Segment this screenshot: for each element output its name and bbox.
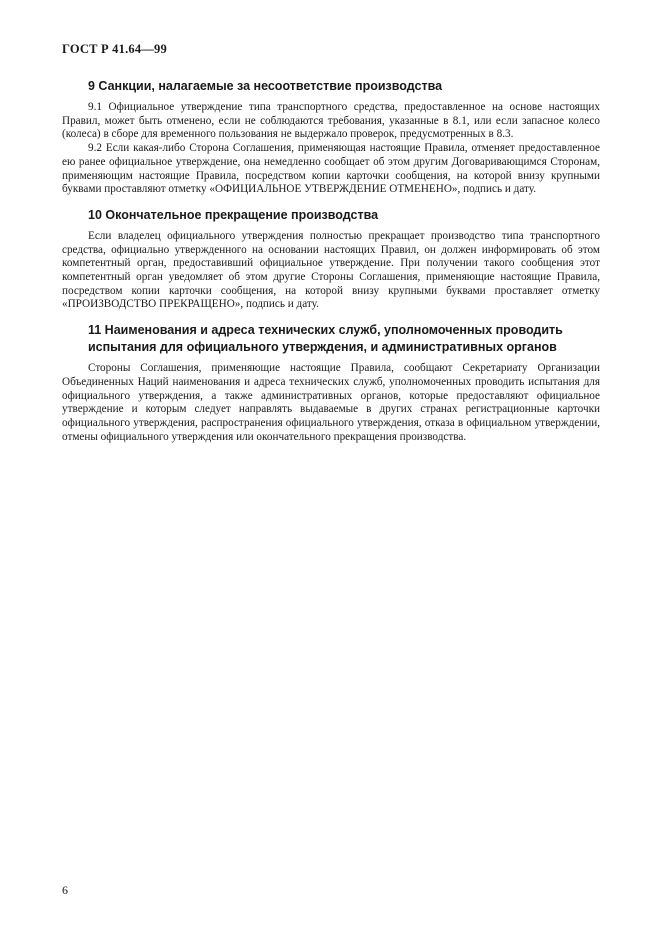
paragraph: 9.1 Официальное утверждение типа транспортного средства, предоставленное на основе настоящих Правил, может быть отменено, если не соблюдаются требования, указанные в 8.1, или если запасное колесо (колеса) в сборе для временного пользования не выдержало проверок, предусмотренных в 8.3. [62,101,600,141]
paragraph: 9.2 Если какая-либо Сторона Соглашения, применяющая настоящие Правила, отменяет предоставленное ею ранее официальное утверждение, она немедленно сообщает об этом другим Договаривающимся Сторонам, применяющим настоящие Правила, посредством копии карточки сообщения, на которой внизу крупными буквами проставляют отметку «ОФИЦИАЛЬНОЕ УТВЕРЖДЕНИЕ ОТМЕНЕНО», подпись и дату. [62,142,600,196]
section-heading: 9 Санкции, налагаемые за несоответствие производства [88,79,443,93]
section-11 [62,322,600,444]
document-body [62,78,600,454]
page-number: 6 [62,883,68,897]
section-9 [62,78,600,197]
paragraph: Если владелец официального утверждения полностью прекращает производство типа транспортного средства, официально утвержденного на основании настоящих Правил, он должен информировать об этом компетентный орган, предоставивший официальное утверждение. При получении такого сообщения этот компетентный орган уведомляет об этом другие Стороны Соглашения, применяющие настоящие Правила, посредством копии карточки сообщения, на которой внизу крупными буквами проставляет отметку «ПРОИЗВОДСТВО ПРЕКРАЩЕНО», подпись и дату. [62,229,600,311]
paragraph: Стороны Соглашения, применяющие настоящие Правила, сообщают Секретариату Организации Объединенных Наций наименования и адреса технических служб, уполномоченных проводить испытания для официального утверждения, а также административных органов, которые предоставляют официальное утверждение и которым следует направлять выдаваемые в других странах регистрационные карточки официального утверждения, распространения официального утверждения, отказа в официальном утверждении, отмены официального утверждения или окончательного прекращения производства. [62,362,600,443]
document-id: ГОСТ Р 41.64—99 [62,42,167,56]
section-heading: 10 Окончательное прекращение производства [88,207,379,222]
section-heading: 11 Наименования и адреса технических служб, уполномоченных проводить испытания для официального утверждения, и административных органов [88,323,563,355]
section-10 [62,207,600,312]
